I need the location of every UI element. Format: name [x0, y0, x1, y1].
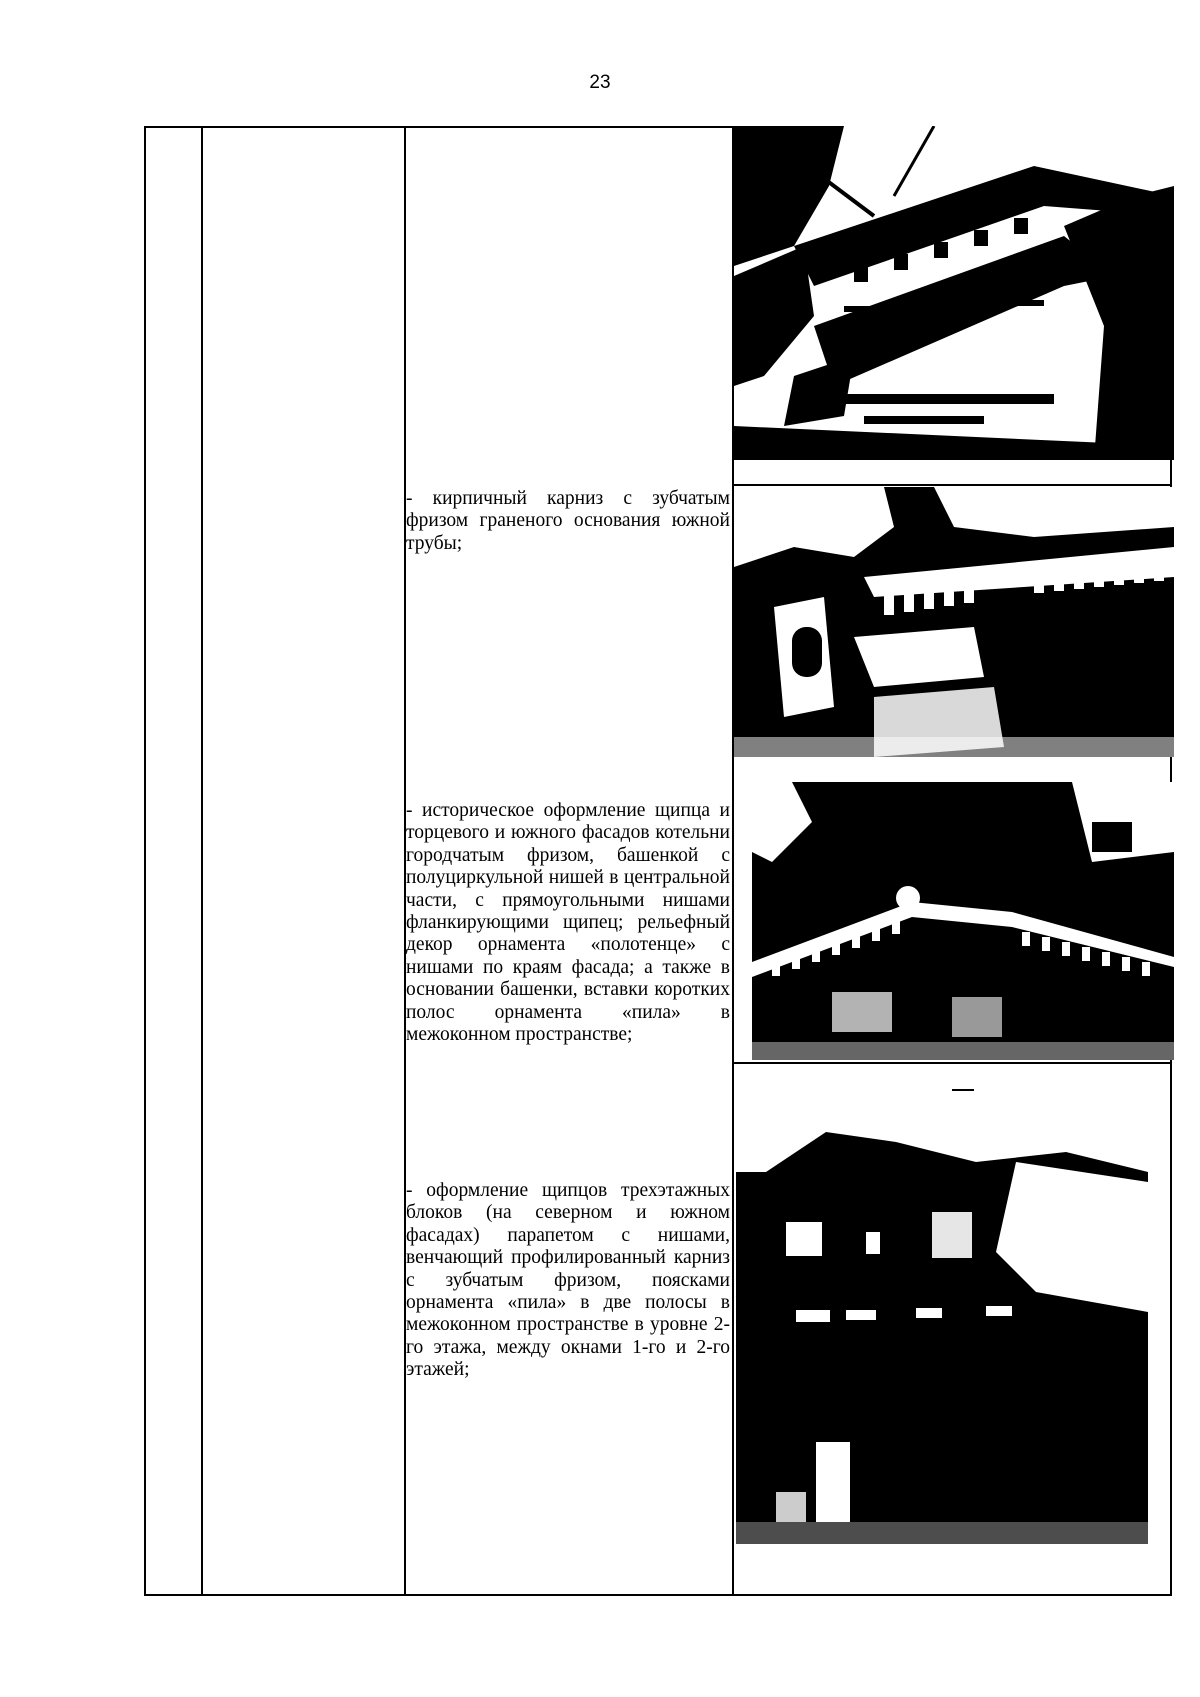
photo-dentil-frieze — [734, 487, 1174, 757]
element-description-cornice: - кирпичный карниз с зубчатым фризом граненого основания южной трубы; — [406, 488, 730, 554]
photo-chimney-cornice — [734, 126, 1174, 460]
page-number: 23 — [589, 72, 611, 93]
photo-block-gable — [736, 1112, 1148, 1544]
photo-separator — [732, 1062, 1172, 1064]
photo-separator — [734, 484, 1172, 486]
scan-mark — [952, 1089, 974, 1091]
column-divider-1 — [201, 126, 203, 1596]
photo-gable-facade — [752, 782, 1174, 1060]
element-description-gable: - историческое оформление щипца и торцевого и южного фасадов котельни городчатым фризом, башенкой с полуциркульной нишей в центральной части, с прямоугольными нишами фланкирующими щипец; рельефный декор орнамента «полотенце» с нишами по краям фасада; а также в основании башенки, вставки коротких полос орнамента «пила» в межоконном пространстве; — [406, 800, 730, 1046]
element-description-blocks: - оформление щипцов трехэтажных блоков (на северном и южном фасадах) парапетом с нишами, венчающий профилированный карниз с зубчатым фризом, поясками орнамента «пила» в две полосы в межоконном пространстве в уровне 2-го этажа, между окнами 1-го и 2-го этажей; — [406, 1180, 730, 1381]
